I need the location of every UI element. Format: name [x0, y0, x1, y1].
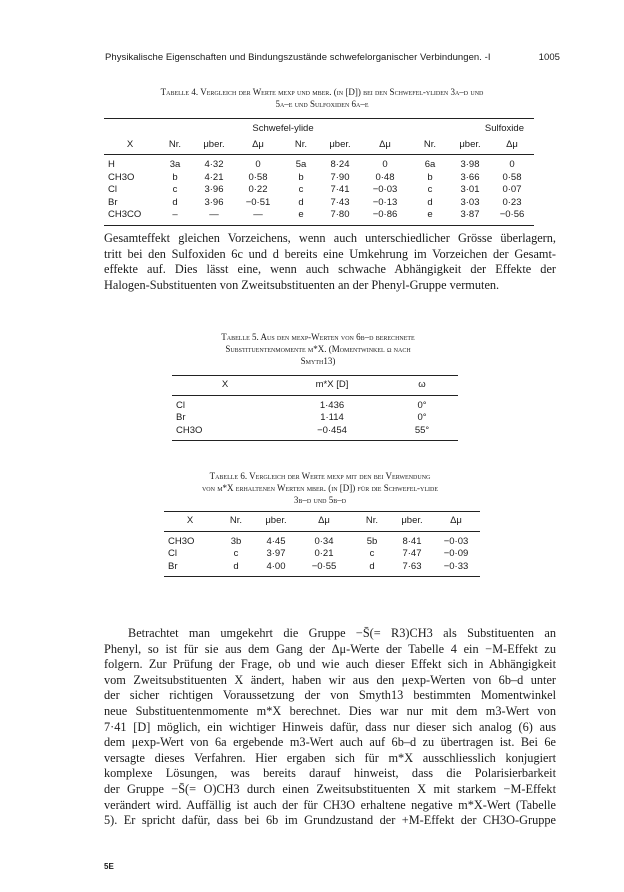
table-cell: 4·00 — [266, 560, 286, 572]
table-cell: Cl — [108, 184, 117, 195]
table-cell: d — [427, 196, 433, 208]
table-cell: −0·09 — [443, 548, 469, 559]
table-cell: −0·454 — [317, 424, 347, 436]
table-cell: 0·21 — [314, 548, 334, 559]
table-cell: – — [172, 209, 178, 220]
table-cell: d — [369, 560, 375, 572]
table-cell: −0·03 — [372, 184, 398, 195]
table-cell: 8·24 — [330, 159, 350, 170]
column-header: ω — [418, 379, 426, 390]
table-row — [172, 395, 458, 412]
table-cell: 5a — [295, 159, 307, 170]
table-cell: 3b — [230, 535, 242, 547]
table-cell: 7·90 — [330, 171, 350, 183]
paragraph-1 — [104, 231, 556, 293]
table-cell: 7·47 — [402, 548, 422, 559]
table-cell: d — [298, 196, 304, 208]
column-header: Nr. — [423, 138, 437, 150]
table4-group-left: Schwefel-ylide — [252, 123, 314, 134]
table-cell: 0·07 — [502, 184, 522, 195]
table-cell: 8·41 — [402, 535, 422, 547]
table-cell: b — [172, 171, 178, 183]
table-cell: c — [172, 184, 178, 195]
table-cell: b — [427, 171, 433, 183]
paragraph-line: folgern. Zur Prüfung der Frage, ob und wie auch dieser Effekt sich in Abhängigkeit — [104, 657, 556, 672]
table-cell: 0·22 — [248, 184, 268, 195]
table-cell: 7·43 — [330, 196, 350, 208]
table-cell: Cl — [168, 548, 177, 559]
paragraph-line: dem μexp-Wert von 6a ergebende m3-Wert auch auf 6b–d zu übertragen ist. Bei 6e — [104, 735, 556, 750]
column-header: Nr. — [365, 515, 379, 526]
table4 — [104, 118, 534, 226]
column-header: Δμ — [506, 138, 518, 150]
table-cell: d — [233, 560, 239, 572]
table6-caption-line2: von m*X erhaltenen Werten μber. (in [D]) für die Schwefel-ylide — [201, 483, 439, 493]
column-header: μber. — [203, 138, 225, 150]
table6-caption-line1: Tabelle 6. Vergleich der Werte μexp mit den bei Verwendung — [209, 471, 431, 481]
paragraph-line: verändert wird. Auffällig ist auch der für CH3O erhaltene negative m*X-Wert (Tabelle — [104, 797, 556, 812]
table5-header-row — [172, 376, 458, 396]
column-header: μber. — [265, 515, 287, 526]
table5-caption-line1: Tabelle 5. Aus den μexp-Werten von 6b–d berechnete — [221, 332, 415, 342]
table-cell: 0·58 — [248, 171, 268, 183]
table-cell: 0·34 — [314, 535, 334, 547]
table-cell: — — [209, 209, 219, 220]
column-header: μber. — [329, 138, 351, 150]
table-cell: e — [427, 209, 433, 220]
table-cell: CH3CO — [108, 209, 142, 220]
table5 — [172, 375, 458, 441]
table6 — [164, 511, 480, 577]
paragraph-2 — [104, 626, 556, 829]
table-cell: 3·01 — [460, 184, 480, 195]
table-cell: 1·114 — [320, 412, 344, 423]
table5-caption-line3: Smyth13) — [300, 356, 336, 366]
paragraph-line: Halogen-Substituenten von Zweitsubstituenten an der Phenyl-Gruppe vermuten. — [104, 277, 500, 292]
table6-header-row — [164, 512, 480, 532]
table-cell: 0° — [417, 399, 427, 411]
column-header: X — [221, 379, 229, 390]
table-cell: H — [108, 159, 115, 170]
table-cell: 4·21 — [204, 171, 224, 183]
column-header: μber. — [459, 138, 481, 150]
table-cell: b — [298, 171, 304, 183]
table-cell: 0·58 — [502, 171, 522, 183]
table-cell: 4·45 — [266, 535, 286, 547]
table-cell: −0·51 — [245, 196, 271, 208]
table-cell: −0·13 — [372, 196, 398, 208]
paragraph-line: 5). Er spricht dafür, dass bei 6b im Grundzustand der +M-Effekt der CH3O-Gruppe — [104, 813, 556, 828]
table-cell: c — [369, 548, 375, 559]
table-cell: 6a — [424, 159, 436, 170]
table4-header-row — [104, 136, 534, 155]
table-row — [164, 548, 480, 561]
column-header: Δμ — [318, 515, 330, 526]
table-cell: 3·03 — [460, 196, 480, 208]
table-cell: 4·32 — [204, 159, 224, 170]
table-cell: 3·98 — [460, 159, 480, 170]
table6-caption — [140, 470, 500, 506]
table-cell: 0° — [417, 412, 427, 423]
paragraph-line: Gesamteffekt gleichen Vorzeichens, wenn auch unterschiedlicher Grösse überlagern, — [104, 231, 556, 245]
column-header: Δμ — [252, 138, 264, 150]
table-cell: CH3O — [108, 171, 135, 183]
table4-caption-line1: Tabelle 4. Vergleich der Werte μexp und μber. (in [D]) bei den Schwefel-yliden 3a–d und — [160, 87, 484, 97]
table-cell: Br — [176, 412, 186, 423]
table-cell: −0·03 — [443, 535, 469, 547]
table-cell: CH3O — [176, 424, 203, 436]
table-cell: 3·96 — [204, 196, 224, 208]
paragraph-line: der sicher richtigen Voraussetzung der von Smyth13 bestimmten Momentwinkel — [104, 688, 556, 703]
table-cell: 5b — [366, 535, 378, 547]
table-cell: 3·87 — [460, 209, 480, 220]
paragraph-line: Betrachtet man umgekehrt die Gruppe −S̄(= R3)CH3 als Substituenten an — [128, 626, 556, 640]
table-cell: 0·23 — [502, 196, 522, 208]
table-cell: 1·436 — [319, 399, 345, 411]
table-row — [104, 184, 534, 197]
paragraph-line: versagte dieses Verfahren. Hier ergaben sich für m*X ausschliesslich konjugiert — [104, 750, 556, 765]
column-header: Δμ — [450, 515, 462, 526]
table-cell: −0·33 — [443, 560, 469, 572]
paragraph-line: effekte auf. Dies lässt eine, wenn auch schwache Abhängigkeit der Effekte der — [104, 262, 556, 277]
table-cell: −0·86 — [372, 209, 398, 220]
table-cell: e — [298, 209, 304, 220]
paragraph-line: komplexe Lösungen, was bereits darauf hinweist, dass die Polarisierbarkeit — [104, 766, 556, 781]
column-header: Δμ — [379, 138, 391, 150]
table-cell: c — [298, 184, 304, 195]
table-cell: — — [253, 209, 263, 220]
running-head-title: Physikalische Eigenschaften und Bindungszustände schwefelorganischer Verbindungen. -I — [105, 52, 491, 63]
table-row — [104, 209, 534, 225]
table-row — [104, 172, 534, 185]
table5-caption — [168, 331, 468, 367]
table-cell: c — [233, 548, 239, 559]
table-row — [164, 561, 480, 577]
paragraph-line: der Gruppe −S̄(= O)CH3 durch einen Zweitsubstituenten X mit starkem −M-Effekt — [104, 781, 556, 796]
table-cell: 0 — [382, 159, 388, 170]
table-cell: Br — [168, 560, 178, 572]
table-cell: 3·66 — [460, 171, 480, 183]
column-header: μber. — [401, 515, 423, 526]
table-cell: 0 — [509, 159, 515, 170]
table-cell: 3·96 — [204, 184, 224, 195]
column-header: Nr. — [229, 515, 243, 526]
column-header: m*X [D] — [315, 379, 349, 390]
table-row — [164, 531, 480, 548]
table4-group-right: Sulfoxide — [484, 123, 524, 134]
paragraph-line: Phenyl, so ist für sie aus dem Gang der Δμ-Werte der Tabelle 4 ein −M-Effekt zu — [104, 641, 556, 656]
page-number: 1005 — [538, 52, 560, 63]
running-head — [105, 52, 560, 63]
table-cell: CH3O — [168, 535, 195, 547]
column-header: X — [186, 515, 194, 526]
table-cell: 3a — [169, 159, 181, 170]
table-row — [104, 155, 534, 172]
table-row — [172, 425, 458, 441]
table-row — [172, 412, 458, 425]
table-cell: 7·63 — [402, 560, 422, 572]
table-cell: −0·56 — [499, 209, 525, 220]
table-cell: 3·97 — [266, 548, 286, 559]
table-cell: Cl — [176, 399, 185, 411]
table-cell: −0·55 — [311, 560, 337, 572]
table-cell: 55° — [414, 424, 430, 436]
paragraph-line: 7·41 [D] möglich, ein wichtiger Hinweis dafür, dass nur dieser sich analog (6) aus — [104, 719, 556, 734]
paragraph-line: vom Zweitsubstituenten X ändert, haben wir aus den μexp-Werten von 6b–d unter — [104, 672, 556, 687]
table-row — [104, 197, 534, 210]
table-cell: c — [427, 184, 433, 195]
table6-caption-line3: 3b–d und 5b–d — [293, 495, 347, 505]
table5-caption-line2: Substituentenmomente m*X. (Momentwinkel ω nach — [225, 344, 411, 354]
table-cell: 7·41 — [330, 184, 350, 195]
table4-caption-line2: 5a–e und Sulfoxiden 6a–e — [275, 99, 369, 109]
footer-signature: 5E — [104, 862, 114, 871]
table-cell: 0 — [255, 159, 261, 170]
table-cell: Br — [108, 196, 118, 208]
table-cell: d — [172, 196, 178, 208]
table-cell: 7·80 — [330, 209, 350, 220]
column-header: Nr. — [294, 138, 308, 150]
column-header: X — [126, 138, 134, 150]
paragraph-line: tritt bei den Sulfoxiden 6c und d bereits eine Umkehrung im Vorzeichen der Gesamt- — [104, 246, 556, 261]
paragraph-line: neue Substituentenmomente m*X berechnet. Dies war nur mit dem m3-Wert von — [104, 703, 556, 718]
table4-caption — [92, 86, 552, 110]
column-header: Nr. — [168, 138, 182, 150]
table-cell: 0·48 — [375, 171, 395, 183]
